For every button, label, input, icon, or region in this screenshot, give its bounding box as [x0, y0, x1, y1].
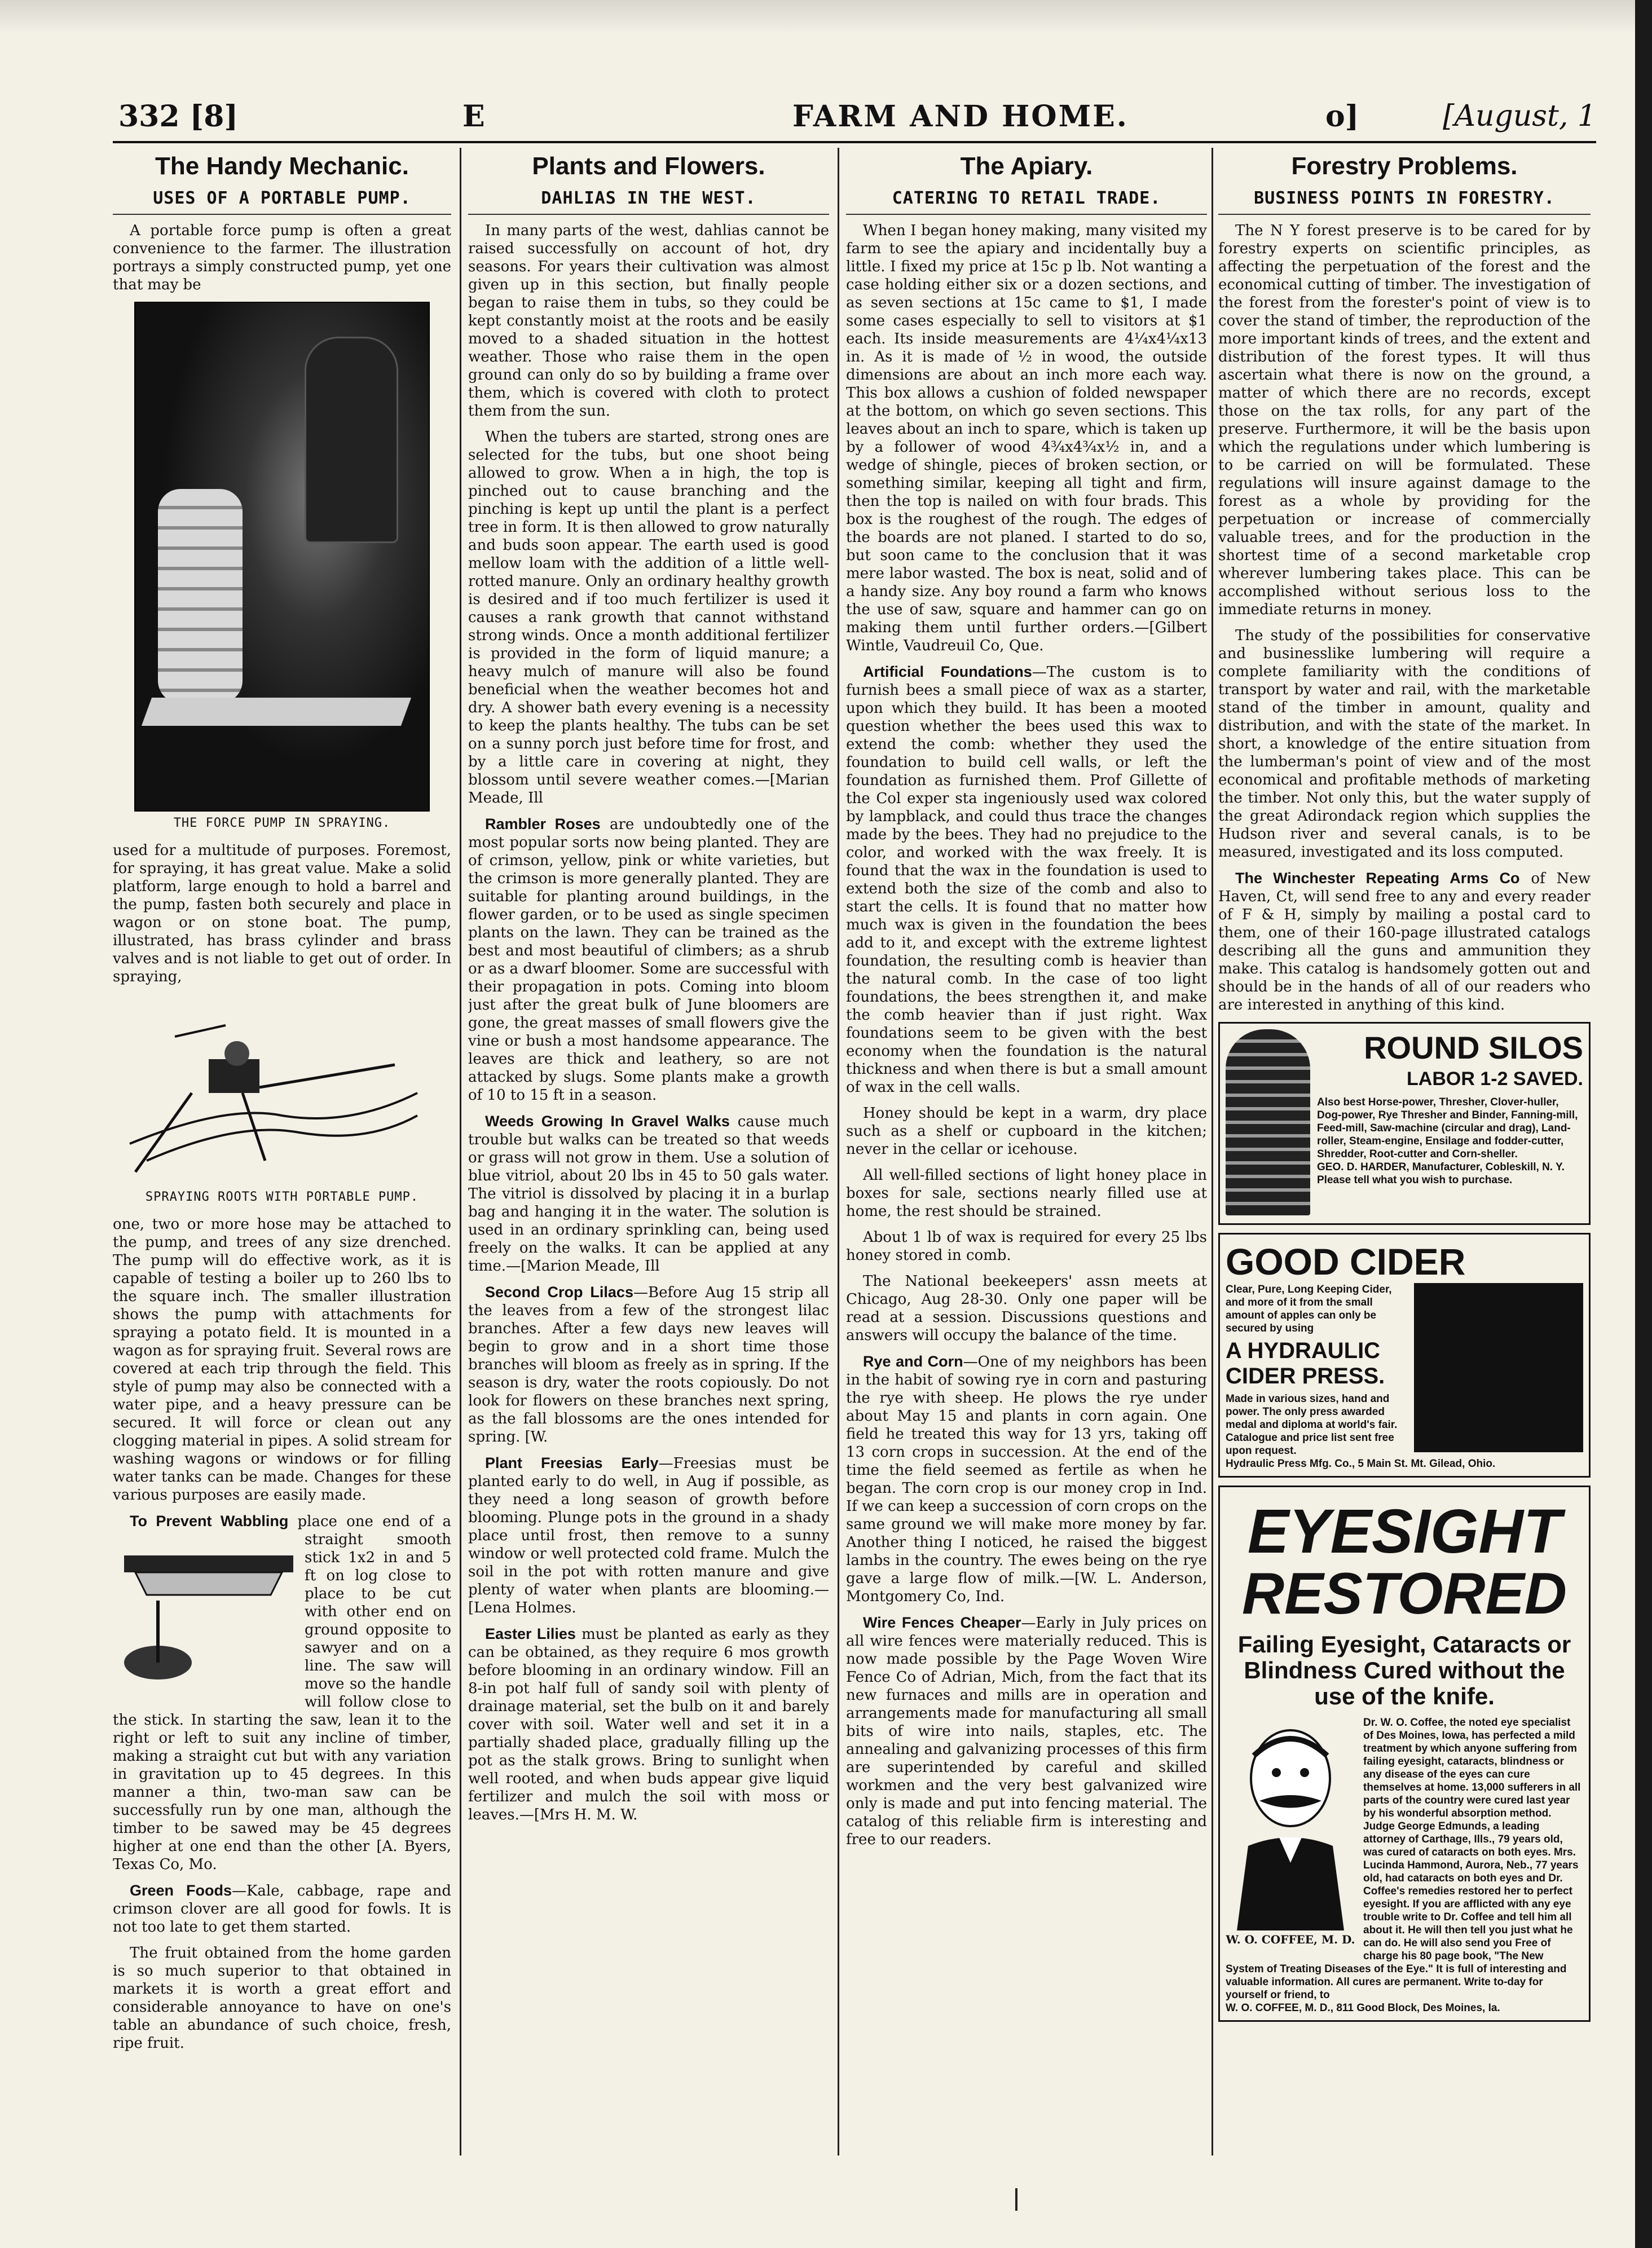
article-paragraph: Honey should be kept in a warm, dry place such as a shelf or cupboard in the kitchen; never in the cellar or icehouse.	[846, 1105, 1207, 1158]
eyesight-advertisement	[1218, 1486, 1591, 2022]
article-paragraph	[1218, 869, 1591, 1014]
article-paragraph	[468, 815, 829, 1104]
ad-address: W. O. COFFEE, M. D., 811 Good Block, Des Moines, Ia.	[1226, 2002, 1500, 2014]
ad-text: Also best Horse-power, Thresher, Clover-huller, Dog-power, Rye Thresher and Binder, Fanning-mill, Feed-mill, Saw-machine (circular and drag), Land-roller, Steam-engine, Ensilage and fodder-cutter, Shredder, Root-cutter and Corn-sheller.	[1317, 1096, 1578, 1160]
spraying-drawing	[113, 1003, 429, 1183]
paragraph-body: —One of my neighbors has been in the habit of sowing rye in corn and pasturing the rye with sheep. He plows the rye under about May 15 and plants in corn again. One field he treated this way for 13 yrs, taking off 13 corn crops in succession. At the end of the time the field seemed as fertile as when he began. The corn crop is our money crop in Ind. If we can keep a succession of corn crops on the same ground we will make more money by far. Another thing I noticed, he raised the biggest lambs in the country. The ewes being on the rye gave a large flow of milk.—[W. L. Anderson, Montgomery Co, Ind.	[846, 1354, 1207, 1605]
article-paragraph	[468, 1283, 829, 1446]
paragraph-body: place one end of a straight smooth stick 1x2 in and 5 ft on log close to place to be cut with other end on ground opposite to sawyer and on a line. The saw will move so the handle will follow close to the stick. In starting the saw, lean it to the right or left to suit any incline of timber, making a straight cut but with any variation in gravitation up to 45 degrees. In this manner a thin, two-man saw can be successfully run by one man, although the timber to be sawed may be 45 degrees higher at one end than the other [A. Byers, Texas Co, Mo.	[113, 1513, 451, 1873]
page-number: 332 [8]	[118, 99, 239, 134]
newspaper-title: FARM AND HOME.	[792, 99, 1129, 134]
cider-advertisement	[1218, 1233, 1591, 1478]
paragraph-body: are undoubtedly one of the most popular sorts now being planted. They are of crimson, yellow, pink or white varieties, but the crimson is more generally planted. They are suitable for planting around buildings, in the flower garden, or to be used as single specimen plants on the lawn. They can be trained as the best and most beautiful of climbers; as a shrub or as a dwarf bloomer. Some are successful with their propagation in pots. Coming into bloom just after the great bulk of June bloomers are gone, the great masses of small flowers give the vine or bush a most handsome appearance. The leaves are thick and leathery, so are not attacked by slugs. Some plants make a growth of 10 to 15 ft in a season.	[468, 816, 829, 1104]
header-letter: E	[462, 99, 485, 134]
ad-title: EYESIGHT	[1247, 1497, 1562, 1566]
paragraph-body: cause much trouble but walks can be treated so that weeds or grass will not grow in them. Use a solution of blue vitriol, about 20 lbs in 45 to 50 gals water. The vitriol is dissolved by placing it in a burlap bag and hanging it in the water. The solution is used in an ordinary sprinkling can, being used freely on the walks. It can be applied at any time.—[Marion Meade, Ill	[468, 1113, 829, 1275]
column-forestry	[1218, 148, 1591, 2152]
article-paragraph: The N Y forest preserve is to be cared for by forestry experts on scientific principles, as affecting the perpetuation of the forest and the economical cutting of timber. The investigation of the forest from the forester's point of view is to cover the stand of timber, the reproduction of the more important kinds of trees, and the extent and distribution of the forest types. It will thus ascertain what there is now on the ground, a matter of which there are no records, except those on the tax rolls, for any part of the preserve. Furthermore, it will be the basis upon which the regulations under which lumbering is to be carried on will be formulated. These regulations will insure against damage to the forest as a whole by providing for the perpetuation or increase of commercially valuable trees, and for the production in the shortest time of a second marketable crop wherever lumbering takes place. This can be accomplished without serious loss to the immediate returns in money.	[1218, 222, 1591, 618]
article-paragraph: A portable force pump is often a great convenience to the farmer. The illustration portrays a simply constructed pump, yet one that may be	[113, 222, 451, 293]
page-header	[118, 95, 1596, 140]
article-paragraph	[846, 1352, 1207, 1606]
article-paragraph	[468, 1625, 829, 1824]
paragraph-body: —Before Aug 15 strip all the leaves from a few of the strongest lilac branches. After a few days new leaves will begin to grow and in a short time those branches will bloom as freely as in spring. If the season is dry, water the roots copiously. Do not look for flowers on these branches next spring, as the fall blossoms are the ones intended for spring. [W.	[468, 1284, 829, 1445]
silo-illustration	[1226, 1029, 1310, 1215]
ad-text: Clear, Pure, Long Keeping Cider, and more of it from the small amount of apples can only be secured by using	[1226, 1284, 1392, 1334]
section-title: The Apiary.	[960, 152, 1093, 180]
column-divider	[460, 148, 461, 2156]
paragraph-body: —Kale, cabbage, rape and crimson clover are all good for fowls. It is not too late to get them started.	[113, 1883, 451, 1936]
scan-edge-top	[0, 0, 1652, 34]
saw-drawing	[113, 1533, 299, 1702]
article-paragraph: About 1 lb of wax is required for every 25 lbs honey stored in comb.	[846, 1229, 1207, 1264]
paragraph-heading: The Winchester Repeating Arms Co	[1235, 870, 1520, 887]
drawing-caption: SPRAYING ROOTS WITH PORTABLE PUMP.	[145, 1190, 419, 1204]
ad-company: GEO. D. HARDER, Manufacturer, Cobleskill, N. Y.	[1317, 1161, 1565, 1173]
article-paragraph	[846, 1614, 1207, 1849]
article-paragraph: one, two or more hose may be attached to the pump, and trees of any size drenched. The pump will do effective work, as it is capable of testing a boiler up to 260 lbs to the square inch. The smaller illustration shows the pump with attachments for spraying a potato field. It is mounted in a wagon as for spraying fruit. Several rows are covered at each trip through the field. This style of pump may also be connected with a water pipe, and a heavy pressure can be secured. It will force or clean out any clogging material in pipes. A solid stream for washing wagons or windows or for filling water tanks can be made. Changes for these various purposes are easily made.	[113, 1216, 451, 1504]
paragraph-heading: Rye and Corn	[863, 1353, 963, 1370]
article-paragraph	[468, 1112, 829, 1275]
ad-text: Dr. W. O. Coffee, the noted eye specialist of Des Moines, Iowa, has perfected a mild treatment by which anyone suffering from failing eyesight, cataracts, blindness or any disease of the eyes can cure themselves at home. 13,000 sufferers in all parts of the country were cured last year by his wonderful absorption method. Judge George Edmunds, a leading attorney of Carthage, Ills., 79 years old, was cured of cataracts on both eyes. Mrs. Lucinda Hammond, Aurora, Neb., 77 years old, had cataracts on both eyes and Dr. Coffee's remedies restored her to perfect eyesight. If you are afflicted with any eye trouble write to Dr. Coffee and tell him all about it. He will then tell you just what he can do. He will also send you Free of charge his 80 page book, "The New System of Treating Diseases of the Eye." It is full of interesting and valuable information. All cures are permanent. Write to-day for yourself or friend, to	[1226, 1717, 1581, 2001]
paragraph-heading: Second Crop Lilacs	[485, 1284, 633, 1301]
paragraph-body: —The custom is to furnish bees a small piece of wax as a starter, upon which they build. It has been a mooted question whether the bees used this wax to extend the comb: whether they used the foundation to build cell walls, or left the foundation as furnished them. Prof Gillette of the Col exper sta ingeniously used wax colored by lampblack, and could thus trace the changes made by the bees. They had no prejudice to the color, and worked with the wax freely. It is found that the wax in the foundation is used to extend both the size of the comb and also to start the cells. It is found that no matter how much wax is given in the foundation the bees add to it, and except with the extreme lightest foundation, the resulting comb is heavier than the natural comb. In the case of too light foundations, the bees strengthen it, and make the comb heavier than if just right. Wax foundations seem to be given with the best economy when the foundation is the natural thickness and when there is but a small amount of wax in the cell walls.	[846, 664, 1207, 1096]
article-title: USES OF A PORTABLE PUMP.	[113, 188, 451, 215]
paragraph-heading: Rambler Roses	[485, 816, 601, 832]
article-paragraph: used for a multitude of purposes. Foremost, for spraying, it has great value. Make a solid platform, large enough to hold a barrel and the pump, fasten both securely and place in wagon or on stone boat. The pump, illustrated, has brass cylinder and brass valves and is not liable to get out of order. In spraying,	[113, 842, 451, 985]
header-rule	[113, 141, 1596, 143]
ad-title: RESTORED	[1242, 1561, 1567, 1627]
article-title: BUSINESS POINTS IN FORESTRY.	[1218, 188, 1591, 215]
ad-company: Hydraulic Press Mfg. Co., 5 Main St. Mt. Gilead, Ohio.	[1226, 1458, 1496, 1470]
article-paragraph: The fruit obtained from the home garden is so much superior to that obtained in markets it is worth a great effort and considerable annoyance to have on one's table an abundance of such choice, fresh, ripe fruit.	[113, 1945, 451, 2052]
paragraph-body: —Early in July prices on all wire fences were materially reduced. This is now made possible by the Page Woven Wire Fence Co of Adrian, Mich, from the fact that its new furnaces and mills are in operation and arrangements made for manufacturing all small bits of wire into nails, staples, etc. The annealing and galvanizing processes of this firm are superintended by careful and skilled workmen and the very best galvanized wire only is made and put into fencing material. The catalog of this reliable firm is interesting and free to our readers.	[846, 1615, 1207, 1848]
doctor-portrait	[1226, 1716, 1355, 1953]
article-paragraph: All well-filled sections of light honey place in boxes for sale, sections nearly filled use at home, the rest should be strained.	[846, 1167, 1207, 1220]
column-handy-mechanic	[113, 148, 451, 2152]
paragraph-body: must be planted as early as they can be obtained, as they require 6 mos growth before blooming in an ordinary window. Fill an 8-in pot half full of sandy soil with plenty of drainage material, set the bulb on it and barely cover with soil. Water well and set it in a partially shaded place, gradually filling up the pot as the stalk grows. Bring to sunlight when well rooted, and when buds appear give liquid fertilizer and mulch the soil with moss or leaves.—[Mrs H. M. W.	[468, 1626, 829, 1823]
paragraph-heading: Green Foods	[130, 1882, 232, 1899]
section-title: Forestry Problems.	[1291, 152, 1518, 180]
cider-press-illustration	[1414, 1283, 1583, 1452]
paragraph-heading: Artificial Foundations	[863, 663, 1032, 680]
paragraph-heading: Plant Freesias Early	[485, 1454, 659, 1471]
section-title: Plants and Flowers.	[532, 152, 765, 180]
article-paragraph	[846, 663, 1207, 1096]
paragraph-body: of New Haven, Ct, will send free to any and every reader of F & H, simply by mailing a postal card to them, one of their 160-page illustrated catalogs describing all the guns and ammunition they make. This catalog is handsomely gotten out and should be in the hands of all of our readers who are interested in anything of this kind.	[1218, 870, 1591, 1013]
footer-mark	[1015, 2188, 1017, 2211]
article-paragraph	[468, 1454, 829, 1617]
column-divider	[1212, 148, 1213, 2156]
ad-title: ROUND SILOS	[1364, 1030, 1583, 1065]
article-paragraph	[113, 1512, 451, 1874]
barrel-figure	[158, 489, 243, 703]
issue-date: [August, 1	[1443, 99, 1596, 133]
scan-edge-right	[1635, 0, 1652, 2248]
article-paragraph: The National beekeepers' assn meets at Chicago, Aug 28-30. Only one paper will be read at a session. Discussions questions and answers will occupy the balance of the time.	[846, 1273, 1207, 1344]
paragraph-heading: Wire Fences Cheaper	[863, 1614, 1021, 1631]
ad-headline: A HYDRAULIC CIDER PRESS.	[1226, 1338, 1385, 1389]
article-paragraph: The study of the possibilities for conservative and businesslike lumbering will require a complete familiarity with the conditions of transport by water and rail, with the marketable stand of the timber in amount, quality and distribution, and with the state of the market. In short, a knowledge of the entire situation from the lumberman's point of view and of the most economical and profitable methods of marketing the timber. Not only this, but the water supply of the great Adirondack region which supplies the Hudson river and several canals, is to be measured, investigated and its loss computed.	[1218, 627, 1591, 861]
column-plants-flowers	[468, 148, 829, 2152]
portrait-caption: W. O. COFFEE, M. D.	[1226, 1933, 1355, 1946]
platform-figure	[142, 698, 411, 726]
header-mark: o]	[1325, 99, 1359, 134]
article-title: CATERING TO RETAIL TRADE.	[846, 188, 1207, 215]
paragraph-heading: To Prevent Wabbling	[130, 1513, 289, 1529]
photo-caption: THE FORCE PUMP IN SPRAYING.	[173, 816, 391, 830]
man-figure	[305, 337, 398, 543]
portrait-illustration	[1226, 1716, 1355, 1930]
column-apiary	[846, 148, 1207, 2152]
paragraph-body: —Freesias must be planted early to do well, in Aug if possible, as they need a long season of growth before blooming. Plunge pots in the ground in a shady place until frost, then remove to a sunny window or well protected cold frame. Mulch the soil in the pot with rotten manure and give plenty of water when plants are blooming.—[Lena Holmes.	[468, 1455, 829, 1616]
ad-note: Please tell what you wish to purchase.	[1317, 1174, 1513, 1186]
article-paragraph: When I began honey making, many visited my farm to see the apiary and incidentally buy a little. I fixed my price at 15c p lb. Not wanting a case holding either six or a dozen sections, and as seven sections at 15c came to $1, I made some cases especially to sell to visitors at $1 each. Its inside measurements are 4¼x4¼x13 in. As it is made of ½ in wood, the outside dimensions are about an inch more each way. This box allows a cushion of folded newspaper at the bottom, on which go seven sections. This leaves about an inch to spare, which is taken up by a follower of wood 4¾x4¾x½ in, and a wedge of shingle, pieces of broken section, or something similar, keeping all tight and firm, then the top is nailed on with four brads. This box is the roughest of the rough. The edges of the boards are not planed. I started to do so, but soon came to the conclusion that it was mere labor wasted. The box is neat, solid and of a handy size. Any boy round a farm who knows the use of saw, square and hammer can go on making them until further orders.—[Gilbert Wintle, Vaudreuil Co, Que.	[846, 222, 1207, 654]
article-paragraph	[113, 1881, 451, 1936]
force-pump-photo	[134, 302, 430, 812]
ad-subtitle: LABOR 1-2 SAVED.	[1407, 1068, 1583, 1090]
ad-title: GOOD CIDER	[1226, 1241, 1466, 1282]
article-paragraph: In many parts of the west, dahlias cannot be raised successfully on account of hot, dry seasons. For years their cultivation was almost given up in this section, but finally people began to raise them in tubs, so they could be kept constantly moist at the roots and be easily moved to a shaded situation in the hottest weather. Those who raise them in the open ground can only do so by building a frame over them, which is covered with cloth to protect them from the sun.	[468, 222, 829, 420]
ad-text: Made in various sizes, hand and power. The only press awarded medal and diploma at world's fair. Catalogue and price list sent free upon request.	[1226, 1393, 1398, 1457]
paragraph-heading: Easter Lilies	[485, 1625, 576, 1642]
article-title: DAHLIAS IN THE WEST.	[468, 188, 829, 215]
ad-subtitle: Failing Eyesight, Cataracts or Blindness Cured without the use of the knife.	[1237, 1631, 1571, 1709]
article-paragraph: When the tubers are started, strong ones are selected for the tubs, but one shoot being allowed to grow. When a in high, the top is pinched out to cause branching and the pinching is kept up until the plant is a perfect tree in form. It is then allowed to grow naturally and buds soon appear. The earth used is good mellow loam with the addition of a little well-rotted manure. Only an ordinary healthy growth is desired and if too much fertilizer is used it causes a rank growth that cannot withstand strong winds. Once a month additional fertilizer is provided in the form of liquid manure; a heavy mulch of manure will also be found beneficial when the weather becomes hot and dry. A shower bath every evening is a necessity to keep the plants healthy. The tubs can be set on a sunny porch just before time for frost, and by a little care in covering at night, they blossom until severe weather comes.—[Marian Meade, Ill	[468, 429, 829, 806]
column-divider	[838, 148, 839, 2156]
paragraph-heading: Weeds Growing In Gravel Walks	[485, 1113, 730, 1130]
silos-advertisement	[1218, 1022, 1591, 1225]
section-title: The Handy Mechanic.	[155, 152, 409, 180]
